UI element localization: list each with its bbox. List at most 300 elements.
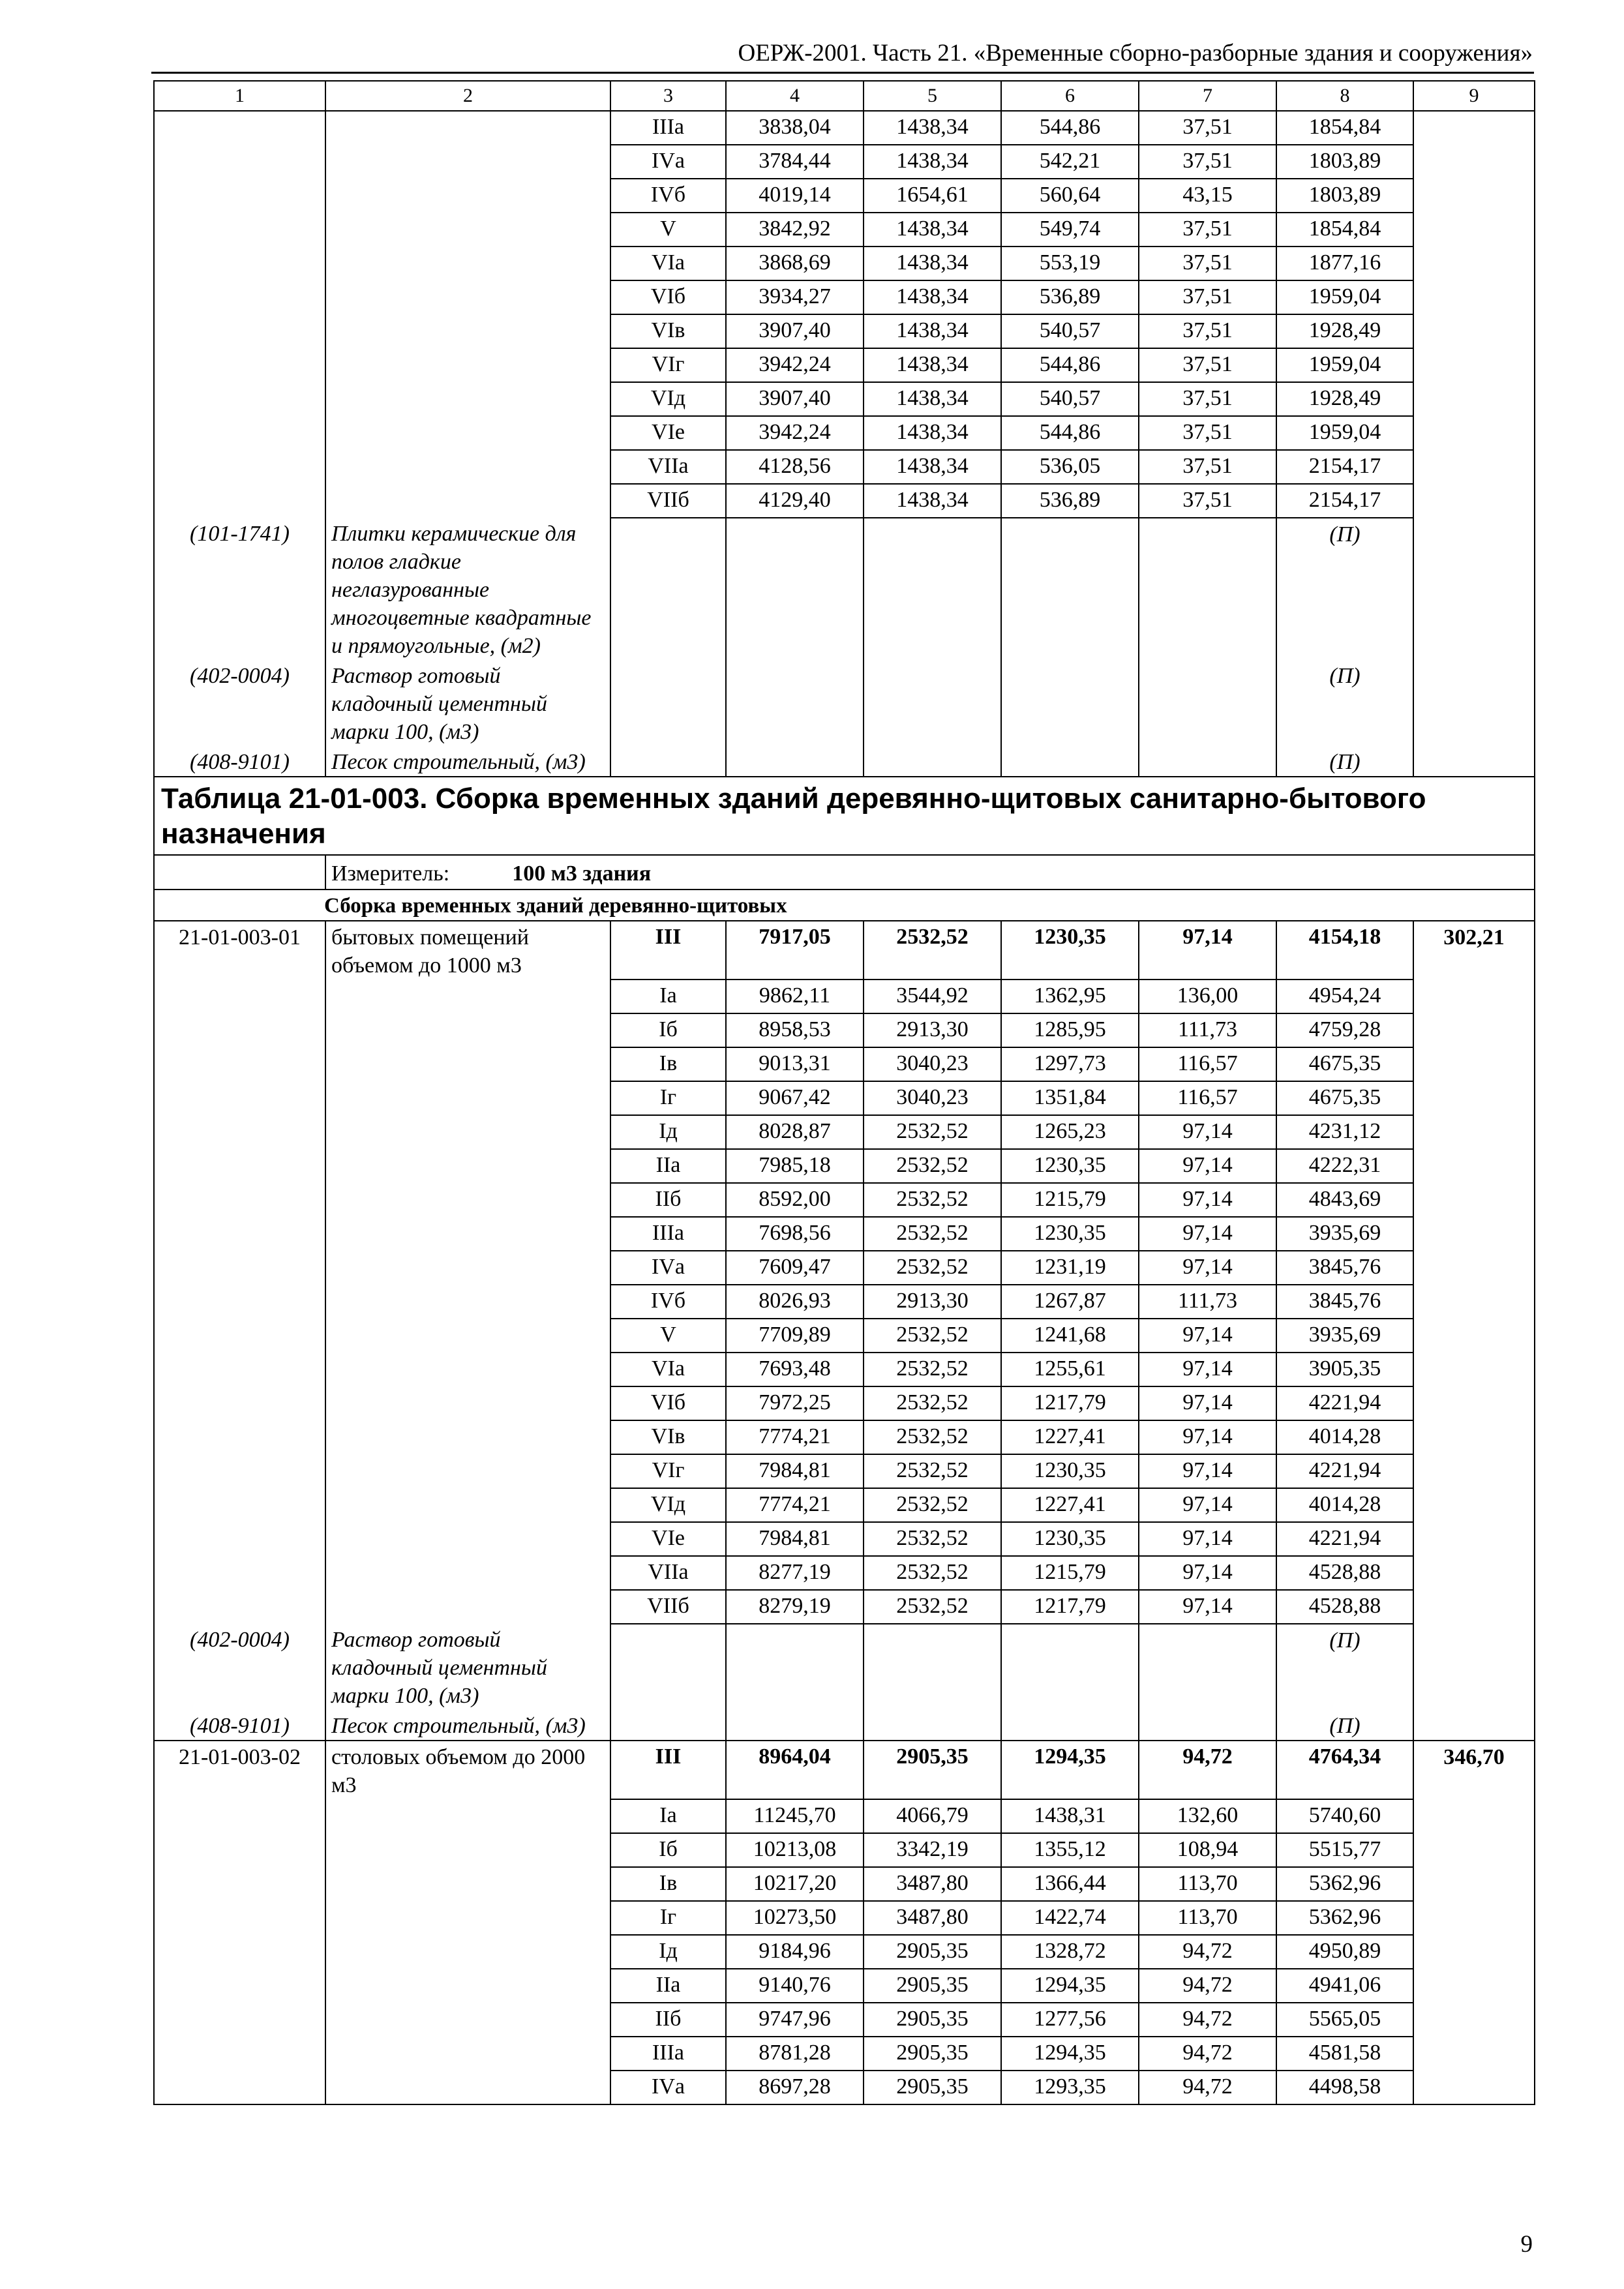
- labor-cost-cell: [1413, 1285, 1535, 1319]
- labor-cost-cell: [1413, 2071, 1535, 2104]
- materials-cost-cell: 2154,17: [1276, 450, 1413, 484]
- name-cell: [325, 1799, 610, 1833]
- table-row: [154, 1251, 1535, 1285]
- machinist-wage-cell: 97,14: [1139, 1488, 1276, 1522]
- machinist-wage-cell: 97,14: [1139, 1353, 1276, 1386]
- table-caption-row: [154, 777, 1535, 855]
- code-cell: [154, 1047, 325, 1081]
- column-number: 6: [1001, 81, 1139, 111]
- labor-cost-cell: [1413, 280, 1535, 314]
- table-row: [154, 1285, 1535, 1319]
- code-cell: [154, 1353, 325, 1386]
- labor-cost-cell: [1413, 1969, 1535, 2003]
- material-name: Песок строительный, (м3): [325, 746, 610, 777]
- zone-cell: Iб: [610, 1013, 726, 1047]
- name-cell: [325, 2003, 610, 2037]
- wage-cell: 1438,34: [864, 314, 1001, 348]
- table-row: [154, 1149, 1535, 1183]
- labor-cost-cell: [1413, 1488, 1535, 1522]
- machine-cost-cell: 560,64: [1001, 179, 1139, 213]
- code-cell: [154, 213, 325, 247]
- wage-cell: 2532,52: [864, 1420, 1001, 1454]
- machinist-wage-cell: 97,14: [1139, 1217, 1276, 1251]
- table-row: [154, 247, 1535, 280]
- name-cell: [325, 213, 610, 247]
- machinist-wage-cell: 97,14: [1139, 1454, 1276, 1488]
- table-caption: Таблица 21-01-003. Сборка временных зданий деревянно-щитовых санитарно-бытового назначения: [154, 777, 1535, 855]
- material-row: [154, 660, 1535, 746]
- column-number: 5: [864, 81, 1001, 111]
- code-cell: [154, 1285, 325, 1319]
- zone-cell: V: [610, 213, 726, 247]
- wage-cell: 3544,92: [864, 980, 1001, 1013]
- name-cell: [325, 1935, 610, 1969]
- materials-cost-cell: 3845,76: [1276, 1285, 1413, 1319]
- machinist-wage-cell: 97,14: [1139, 1319, 1276, 1353]
- machine-cost-cell: 549,74: [1001, 213, 1139, 247]
- name-cell: [325, 980, 610, 1013]
- code-cell: [154, 1386, 325, 1420]
- machinist-wage-cell: 37,51: [1139, 280, 1276, 314]
- materials-cost-cell: 4154,18: [1276, 921, 1413, 980]
- name-cell: [325, 1386, 610, 1420]
- machinist-wage-cell: 97,14: [1139, 1251, 1276, 1285]
- table-row: [154, 2037, 1535, 2071]
- zone-cell: VIIа: [610, 450, 726, 484]
- materials-cost-cell: 4498,58: [1276, 2071, 1413, 2104]
- code-cell: [154, 1183, 325, 1217]
- wage-cell: 2905,35: [864, 2003, 1001, 2037]
- name-cell: [325, 348, 610, 382]
- direct-cost-cell: 10217,20: [726, 1867, 864, 1901]
- labor-cost-cell: [1413, 1522, 1535, 1556]
- column-number: 8: [1276, 81, 1413, 111]
- direct-cost-cell: 10273,50: [726, 1901, 864, 1935]
- zone-cell: VIд: [610, 382, 726, 416]
- name-cell: столовых объемом до 2000 м3: [325, 1741, 610, 1799]
- empty-cell: [610, 1624, 726, 1710]
- code-cell: [154, 111, 325, 145]
- direct-cost-cell: 7984,81: [726, 1522, 864, 1556]
- zone-cell: III: [610, 921, 726, 980]
- machinist-wage-cell: 97,14: [1139, 921, 1276, 980]
- name-cell: [325, 1319, 610, 1353]
- name-cell: [325, 450, 610, 484]
- measure-unit: 100 м3 здания: [512, 861, 652, 886]
- machine-cost-cell: 1438,31: [1001, 1799, 1139, 1833]
- machine-cost-cell: 1355,12: [1001, 1833, 1139, 1867]
- wage-cell: 1654,61: [864, 179, 1001, 213]
- zone-cell: IVб: [610, 179, 726, 213]
- machine-cost-cell: 1227,41: [1001, 1488, 1139, 1522]
- wage-cell: 2905,35: [864, 1969, 1001, 2003]
- machinist-wage-cell: 37,51: [1139, 145, 1276, 179]
- name-cell: [325, 382, 610, 416]
- code-cell: [154, 2037, 325, 2071]
- materials-cost-cell: 1854,84: [1276, 213, 1413, 247]
- machine-cost-cell: 544,86: [1001, 111, 1139, 145]
- material-row: [154, 1710, 1535, 1741]
- machinist-wage-cell: 94,72: [1139, 1935, 1276, 1969]
- table-row: [154, 1081, 1535, 1115]
- name-cell: [325, 1183, 610, 1217]
- empty-cell: [726, 660, 864, 746]
- materials-cost-cell: 4950,89: [1276, 1935, 1413, 1969]
- material-mark: (П): [1276, 660, 1413, 746]
- code-cell: [154, 1081, 325, 1115]
- materials-cost-cell: 2154,17: [1276, 484, 1413, 518]
- machinist-wage-cell: 111,73: [1139, 1285, 1276, 1319]
- table-row: [154, 1047, 1535, 1081]
- zone-cell: IVа: [610, 145, 726, 179]
- table-row: [154, 1969, 1535, 2003]
- wage-cell: 2532,52: [864, 1590, 1001, 1624]
- materials-cost-cell: 4014,28: [1276, 1488, 1413, 1522]
- code-cell: [154, 1488, 325, 1522]
- wage-cell: 2913,30: [864, 1013, 1001, 1047]
- wage-cell: 1438,34: [864, 416, 1001, 450]
- zone-cell: Iв: [610, 1867, 726, 1901]
- labor-cost-cell: [1413, 1251, 1535, 1285]
- empty-cell: [1001, 518, 1139, 660]
- machinist-wage-cell: 37,51: [1139, 382, 1276, 416]
- machine-cost-cell: 1294,35: [1001, 1741, 1139, 1799]
- machine-cost-cell: 1227,41: [1001, 1420, 1139, 1454]
- zone-cell: IIIа: [610, 111, 726, 145]
- materials-cost-cell: 5740,60: [1276, 1799, 1413, 1833]
- code-cell: [154, 1799, 325, 1833]
- labor-cost-cell: [1413, 314, 1535, 348]
- direct-cost-cell: 7609,47: [726, 1251, 864, 1285]
- empty-cell: [1139, 1710, 1276, 1741]
- machinist-wage-cell: 113,70: [1139, 1901, 1276, 1935]
- code-cell: [154, 416, 325, 450]
- page-number: 9: [1520, 2231, 1533, 2258]
- code-cell: [154, 1149, 325, 1183]
- zone-cell: Iг: [610, 1081, 726, 1115]
- labor-cost-cell: [1413, 1149, 1535, 1183]
- zone-cell: Iа: [610, 1799, 726, 1833]
- labor-cost-cell: [1413, 1386, 1535, 1420]
- materials-cost-cell: 4843,69: [1276, 1183, 1413, 1217]
- name-cell: [325, 1420, 610, 1454]
- labor-cost-cell: [1413, 416, 1535, 450]
- wage-cell: 1438,34: [864, 382, 1001, 416]
- wage-cell: 2532,52: [864, 1251, 1001, 1285]
- name-cell: [325, 1115, 610, 1149]
- name-cell: [325, 1149, 610, 1183]
- machine-cost-cell: 1255,61: [1001, 1353, 1139, 1386]
- direct-cost-cell: 8697,28: [726, 2071, 864, 2104]
- labor-cost-cell: [1413, 1319, 1535, 1353]
- wage-cell: 1438,34: [864, 348, 1001, 382]
- zone-cell: VIа: [610, 247, 726, 280]
- materials-cost-cell: 1803,89: [1276, 179, 1413, 213]
- materials-cost-cell: 4941,06: [1276, 1969, 1413, 2003]
- name-cell: [325, 1353, 610, 1386]
- direct-cost-cell: 9067,42: [726, 1081, 864, 1115]
- materials-cost-cell: 4759,28: [1276, 1013, 1413, 1047]
- labor-cost-cell: [1413, 1420, 1535, 1454]
- section-title: Сборка временных зданий деревянно-щитовых: [154, 890, 1535, 921]
- machinist-wage-cell: 97,14: [1139, 1386, 1276, 1420]
- materials-cost-cell: 4528,88: [1276, 1556, 1413, 1590]
- wage-cell: 2905,35: [864, 2071, 1001, 2104]
- empty-cell: [154, 855, 325, 890]
- table-row: [154, 1319, 1535, 1353]
- labor-cost-cell: [1413, 980, 1535, 1013]
- table-row: [154, 1013, 1535, 1047]
- direct-cost-cell: 3907,40: [726, 314, 864, 348]
- name-cell: [325, 1901, 610, 1935]
- wage-cell: 2532,52: [864, 921, 1001, 980]
- machine-cost-cell: 1267,87: [1001, 1285, 1139, 1319]
- empty-cell: [1139, 746, 1276, 777]
- table-row: [154, 1183, 1535, 1217]
- material-mark: (П): [1276, 518, 1413, 660]
- machinist-wage-cell: 37,51: [1139, 247, 1276, 280]
- machinist-wage-cell: 116,57: [1139, 1081, 1276, 1115]
- code-cell: [154, 1522, 325, 1556]
- wage-cell: 2905,35: [864, 1741, 1001, 1799]
- machinist-wage-cell: 37,51: [1139, 484, 1276, 518]
- materials-cost-cell: 4221,94: [1276, 1522, 1413, 1556]
- zone-cell: Iб: [610, 1833, 726, 1867]
- table-row: [154, 179, 1535, 213]
- table-row: [154, 416, 1535, 450]
- empty-cell: [610, 746, 726, 777]
- name-cell: [325, 247, 610, 280]
- material-code: (101-1741): [154, 518, 325, 660]
- direct-cost-cell: 8781,28: [726, 2037, 864, 2071]
- zone-cell: VIе: [610, 1522, 726, 1556]
- name-cell: [325, 2071, 610, 2104]
- empty-cell: [1001, 1624, 1139, 1710]
- column-number: 2: [325, 81, 610, 111]
- table-row: [154, 314, 1535, 348]
- material-row: [154, 518, 1535, 660]
- machine-cost-cell: 1230,35: [1001, 1454, 1139, 1488]
- wage-cell: 3040,23: [864, 1081, 1001, 1115]
- name-cell: [325, 1867, 610, 1901]
- code-cell: [154, 382, 325, 416]
- direct-cost-cell: 11245,70: [726, 1799, 864, 1833]
- code-cell: [154, 1833, 325, 1867]
- direct-cost-cell: 9140,76: [726, 1969, 864, 2003]
- table-row: [154, 1901, 1535, 1935]
- machine-cost-cell: 544,86: [1001, 416, 1139, 450]
- empty-cell: [864, 518, 1001, 660]
- materials-cost-cell: 1854,84: [1276, 111, 1413, 145]
- wage-cell: 2913,30: [864, 1285, 1001, 1319]
- labor-cost-cell: [1413, 111, 1535, 145]
- machine-cost-cell: 1230,35: [1001, 1522, 1139, 1556]
- labor-cost-cell: 346,70: [1413, 1741, 1535, 1799]
- labor-cost-cell: [1413, 1115, 1535, 1149]
- zone-cell: VIа: [610, 1353, 726, 1386]
- direct-cost-cell: 10213,08: [726, 1833, 864, 1867]
- code-cell: [154, 1420, 325, 1454]
- materials-cost-cell: 3935,69: [1276, 1217, 1413, 1251]
- labor-cost-cell: [1413, 1799, 1535, 1833]
- direct-cost-cell: 7709,89: [726, 1319, 864, 1353]
- code-cell: [154, 1901, 325, 1935]
- table-row: [154, 213, 1535, 247]
- labor-cost-cell: [1413, 1867, 1535, 1901]
- wage-cell: 3040,23: [864, 1047, 1001, 1081]
- machinist-wage-cell: 136,00: [1139, 980, 1276, 1013]
- materials-cost-cell: 4221,94: [1276, 1386, 1413, 1420]
- machine-cost-cell: 1351,84: [1001, 1081, 1139, 1115]
- direct-cost-cell: 7698,56: [726, 1217, 864, 1251]
- zone-cell: VIIб: [610, 484, 726, 518]
- code-cell: [154, 1935, 325, 1969]
- wage-cell: 1438,34: [864, 247, 1001, 280]
- direct-cost-cell: 8279,19: [726, 1590, 864, 1624]
- zone-cell: IIа: [610, 1149, 726, 1183]
- name-cell: [325, 1047, 610, 1081]
- empty-cell: [610, 660, 726, 746]
- empty-cell: [726, 1710, 864, 1741]
- wage-cell: 4066,79: [864, 1799, 1001, 1833]
- estimate-table: [153, 80, 1535, 2105]
- labor-cost-cell: [1413, 1935, 1535, 1969]
- machine-cost-cell: 1277,56: [1001, 2003, 1139, 2037]
- material-mark: (П): [1276, 1624, 1413, 1710]
- table-row: [154, 145, 1535, 179]
- name-cell: [325, 314, 610, 348]
- code-cell: [154, 1590, 325, 1624]
- table-row: [154, 1353, 1535, 1386]
- column-number: 7: [1139, 81, 1276, 111]
- table-row: [154, 980, 1535, 1013]
- zone-cell: VIг: [610, 1454, 726, 1488]
- table-row: [154, 1386, 1535, 1420]
- labor-cost-cell: [1413, 2003, 1535, 2037]
- name-cell: [325, 1217, 610, 1251]
- materials-cost-cell: 4764,34: [1276, 1741, 1413, 1799]
- column-number: 1: [154, 81, 325, 111]
- machine-cost-cell: 1285,95: [1001, 1013, 1139, 1047]
- table-row: [154, 1867, 1535, 1901]
- direct-cost-cell: 3838,04: [726, 111, 864, 145]
- section-title-row: [154, 890, 1535, 921]
- zone-cell: IIб: [610, 2003, 726, 2037]
- wage-cell: 2905,35: [864, 2037, 1001, 2071]
- name-cell: [325, 145, 610, 179]
- empty-cell: [610, 1710, 726, 1741]
- material-row: [154, 1624, 1535, 1710]
- machinist-wage-cell: 97,14: [1139, 1115, 1276, 1149]
- empty-cell: [1413, 660, 1535, 746]
- machine-cost-cell: 1215,79: [1001, 1556, 1139, 1590]
- table-row: [154, 921, 1535, 980]
- running-header: ОЕРЖ-2001. Часть 21. «Временные сборно-разборные здания и сооружения»: [738, 40, 1533, 67]
- empty-cell: [864, 660, 1001, 746]
- materials-cost-cell: 4231,12: [1276, 1115, 1413, 1149]
- wage-cell: 3487,80: [864, 1901, 1001, 1935]
- wage-cell: 2532,52: [864, 1488, 1001, 1522]
- machine-cost-cell: 1297,73: [1001, 1047, 1139, 1081]
- zone-cell: VIб: [610, 280, 726, 314]
- code-cell: [154, 247, 325, 280]
- table-row: [154, 1833, 1535, 1867]
- labor-cost-cell: [1413, 382, 1535, 416]
- machine-cost-cell: 1293,35: [1001, 2071, 1139, 2104]
- code-cell: [154, 1319, 325, 1353]
- labor-cost-cell: [1413, 145, 1535, 179]
- direct-cost-cell: 4019,14: [726, 179, 864, 213]
- machine-cost-cell: 1217,79: [1001, 1386, 1139, 1420]
- zone-cell: Iа: [610, 980, 726, 1013]
- header-rule: [151, 72, 1534, 74]
- table-row: [154, 484, 1535, 518]
- machinist-wage-cell: 94,72: [1139, 2003, 1276, 2037]
- labor-cost-cell: [1413, 1217, 1535, 1251]
- column-number: 4: [726, 81, 864, 111]
- empty-cell: [1139, 1624, 1276, 1710]
- code-cell: 21-01-003-02: [154, 1741, 325, 1799]
- machine-cost-cell: 1230,35: [1001, 1217, 1139, 1251]
- direct-cost-cell: 7693,48: [726, 1353, 864, 1386]
- machinist-wage-cell: 43,15: [1139, 179, 1276, 213]
- code-cell: [154, 1013, 325, 1047]
- materials-cost-cell: 4954,24: [1276, 980, 1413, 1013]
- code-cell: [154, 1556, 325, 1590]
- labor-cost-cell: [1413, 1081, 1535, 1115]
- materials-cost-cell: 1928,49: [1276, 314, 1413, 348]
- table-row: [154, 450, 1535, 484]
- machinist-wage-cell: 132,60: [1139, 1799, 1276, 1833]
- table-row: [154, 2071, 1535, 2104]
- materials-cost-cell: 5515,77: [1276, 1833, 1413, 1867]
- wage-cell: 1438,34: [864, 145, 1001, 179]
- labor-cost-cell: [1413, 1047, 1535, 1081]
- machine-cost-cell: 540,57: [1001, 382, 1139, 416]
- wage-cell: 2532,52: [864, 1454, 1001, 1488]
- code-cell: [154, 1867, 325, 1901]
- zone-cell: VIд: [610, 1488, 726, 1522]
- measure-cell: [325, 855, 1535, 890]
- machinist-wage-cell: 113,70: [1139, 1867, 1276, 1901]
- empty-cell: [726, 518, 864, 660]
- machine-cost-cell: 1215,79: [1001, 1183, 1139, 1217]
- zone-cell: IVб: [610, 1285, 726, 1319]
- table-row: [154, 1741, 1535, 1799]
- machinist-wage-cell: 97,14: [1139, 1556, 1276, 1590]
- zone-cell: VIIб: [610, 1590, 726, 1624]
- table-row: [154, 280, 1535, 314]
- zone-cell: V: [610, 1319, 726, 1353]
- empty-cell: [1413, 518, 1535, 660]
- wage-cell: 1438,34: [864, 280, 1001, 314]
- labor-cost-cell: [1413, 2037, 1535, 2071]
- labor-cost-cell: [1413, 348, 1535, 382]
- materials-cost-cell: 4675,35: [1276, 1081, 1413, 1115]
- material-code: (402-0004): [154, 1624, 325, 1710]
- machinist-wage-cell: 108,94: [1139, 1833, 1276, 1867]
- name-cell: [325, 1454, 610, 1488]
- direct-cost-cell: 3942,24: [726, 416, 864, 450]
- machinist-wage-cell: 37,51: [1139, 213, 1276, 247]
- direct-cost-cell: 7917,05: [726, 921, 864, 980]
- wage-cell: 2532,52: [864, 1149, 1001, 1183]
- materials-cost-cell: 3935,69: [1276, 1319, 1413, 1353]
- materials-cost-cell: 4221,94: [1276, 1454, 1413, 1488]
- materials-cost-cell: 5362,96: [1276, 1901, 1413, 1935]
- machine-cost-cell: 1265,23: [1001, 1115, 1139, 1149]
- machinist-wage-cell: 37,51: [1139, 111, 1276, 145]
